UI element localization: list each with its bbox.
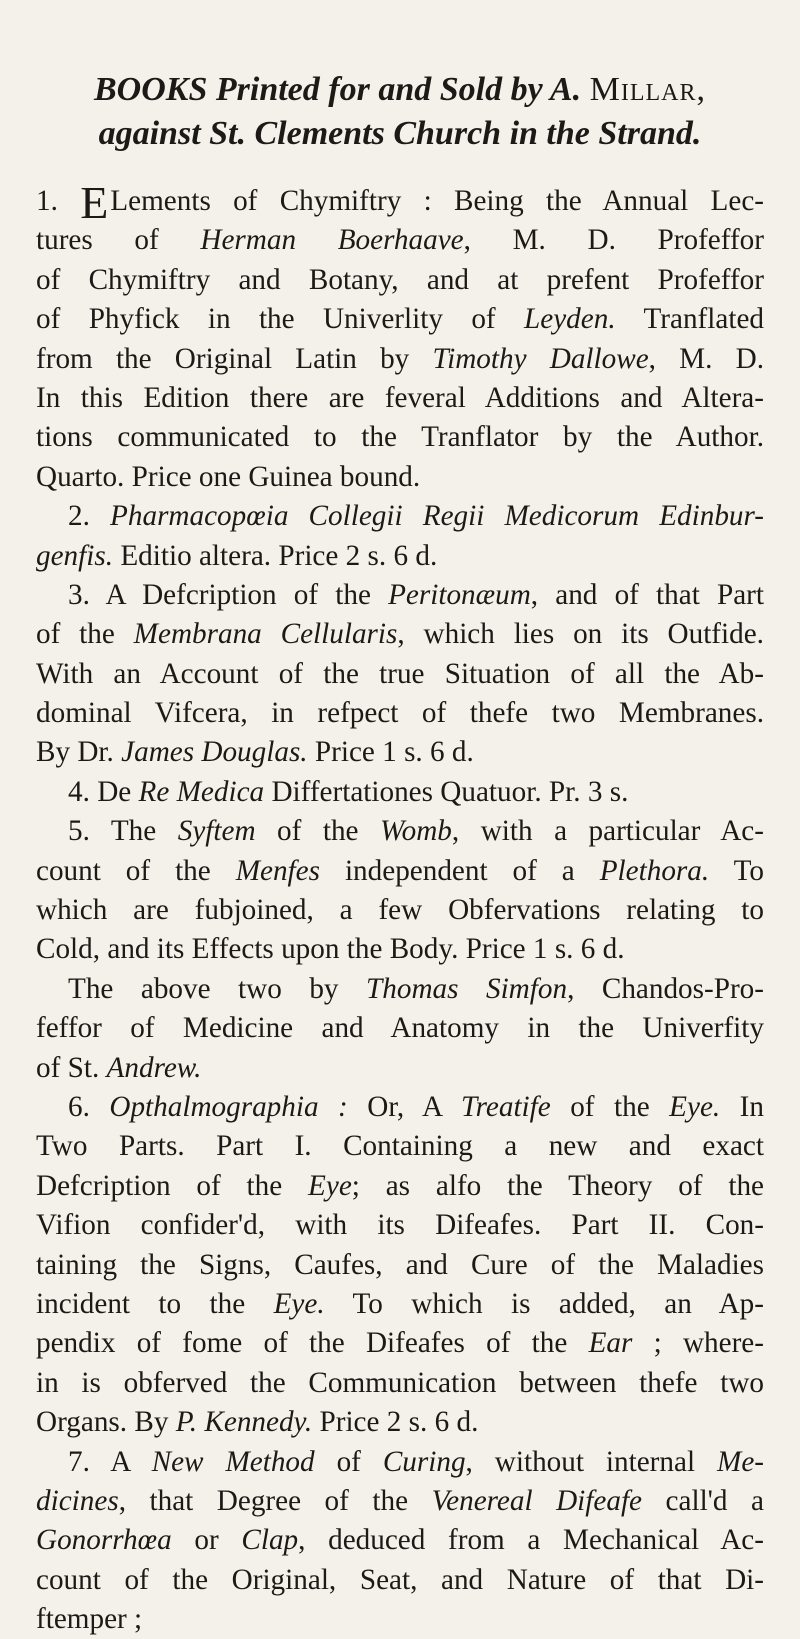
text-line: [36, 458, 764, 497]
text-line: [36, 970, 764, 1009]
italic-run: genfis.: [36, 540, 113, 572]
text-run: or: [172, 1524, 242, 1556]
text-run: of Chymiftry and Botany, and at prefent Profeffor: [36, 264, 764, 296]
text-run: In: [720, 1091, 764, 1123]
text-line: [36, 852, 764, 891]
italic-run: James Douglas.: [121, 736, 307, 768]
book-entry: [36, 497, 764, 576]
book-entry: [36, 773, 764, 812]
text-run: independent of a: [320, 855, 600, 887]
text-run: , deduced from a Mechanical Ac-: [298, 1524, 764, 1556]
text-line: [36, 497, 764, 536]
text-line: [36, 1600, 764, 1639]
italic-run: Menfes: [236, 855, 320, 887]
italic-run: Timothy Dallowe: [432, 343, 648, 375]
text-run: In this Edition there are feveral Additions and Altera-: [36, 382, 764, 414]
text-line: [36, 655, 764, 694]
text-line: [36, 891, 764, 930]
text-line: [36, 418, 764, 457]
italic-run: Opthalmographia :: [109, 1091, 347, 1123]
text-run: Price 1 s. 6 d.: [308, 736, 474, 768]
text-run: Vifion confider'd, with its Difeafes. Part II. Con-: [36, 1209, 764, 1241]
italic-run: P. Kennedy.: [176, 1406, 312, 1438]
book-list: [36, 182, 764, 1639]
text-run: Differtationes Quatuor. Pr. 3 s.: [264, 776, 628, 808]
italic-run: Ear: [589, 1327, 633, 1359]
text-run: of: [315, 1446, 383, 1478]
text-run: ; as alfo the Theory of the: [352, 1170, 764, 1202]
text-run: 6.: [68, 1091, 109, 1123]
italic-run: Re Medica: [139, 776, 265, 808]
text-run: Tranflated: [616, 303, 764, 335]
text-line: [36, 576, 764, 615]
text-line: [36, 1324, 764, 1363]
text-run: Price 2 s. 6 d.: [312, 1406, 478, 1438]
text-line: [36, 1246, 764, 1285]
text-run: tures of: [36, 224, 200, 256]
text-line: [36, 1561, 764, 1600]
text-line: [36, 930, 764, 969]
italic-run: Venereal Difeafe: [432, 1485, 642, 1517]
italic-run: Treatife: [461, 1091, 551, 1123]
text-run: feffor of Medicine and Anatomy in the Univerfity: [36, 1012, 764, 1044]
text-run: pendix of fome of the Difeafes of the: [36, 1327, 589, 1359]
text-run: from the Original Latin by: [36, 343, 432, 375]
text-run: , M. D.: [649, 343, 764, 375]
text-line: [36, 615, 764, 654]
text-run: Lements of Chymiftry : Being the Annual Lec-: [110, 185, 764, 217]
book-entry: [36, 182, 764, 497]
text-run: ; where-: [632, 1327, 764, 1359]
text-line: [36, 812, 764, 851]
page-heading: [36, 68, 764, 156]
text-run: With an Account of the true Situation of all the Ab-: [36, 658, 764, 690]
drop-cap: E: [80, 182, 108, 221]
text-line: [36, 182, 764, 221]
heading-publisher: Millar,: [590, 71, 706, 108]
text-line: [36, 1285, 764, 1324]
book-entry: [36, 970, 764, 1088]
text-line: [36, 221, 764, 260]
italic-run: New Method: [152, 1446, 315, 1478]
text-run: 4. De: [68, 776, 139, 808]
text-line: [36, 537, 764, 576]
text-line: [36, 300, 764, 339]
italic-run: Pharmacopœia Collegii Regii Medicorum Edinbur-: [110, 500, 764, 532]
text-line: [36, 1364, 764, 1403]
text-line: [36, 694, 764, 733]
text-line: [36, 1127, 764, 1166]
heading-books-printed: BOOKS Printed for and Sold by A.: [94, 71, 590, 108]
italic-run: Eye: [308, 1170, 352, 1202]
italic-run: Syftem: [178, 815, 256, 847]
text-line: [36, 340, 764, 379]
text-line: [36, 1009, 764, 1048]
text-line: [36, 1167, 764, 1206]
italic-run: Curing: [383, 1446, 466, 1478]
text-run: in is obferved the Communication between thefe two: [36, 1367, 764, 1399]
text-run: To which is added, an Ap-: [325, 1288, 764, 1320]
text-line: [36, 1482, 764, 1521]
italic-run: Eye.: [274, 1288, 325, 1320]
heading-line-2: against St. Clements Church in the Strand.: [99, 115, 702, 152]
italic-run: Plethora.: [600, 855, 709, 887]
italic-run: Herman Boerhaave: [200, 224, 463, 256]
text-run: count of the Original, Seat, and Nature of that Di-: [36, 1564, 764, 1596]
text-run: dominal Vifcera, in refpect of thefe two Membranes.: [36, 697, 764, 729]
text-run: , that Degree of the: [119, 1485, 432, 1517]
text-run: of the: [256, 815, 380, 847]
text-run: The above two by: [68, 973, 366, 1005]
text-run: incident to the: [36, 1288, 274, 1320]
text-line: [36, 1403, 764, 1442]
book-entry: [36, 576, 764, 773]
text-run: which are fubjoined, a few Obfervations relating to: [36, 894, 764, 926]
text-run: of St.: [36, 1052, 107, 1084]
text-run: , M. D. Profeffor: [464, 224, 764, 256]
text-run: Editio altera. Price 2 s. 6 d.: [113, 540, 437, 572]
italic-run: Gonorrhœa: [36, 1524, 172, 1556]
text-run: , without internal: [466, 1446, 717, 1478]
text-run: , which lies on its Outfide.: [397, 618, 764, 650]
text-run: of Phyfick in the Univerlity of: [36, 303, 524, 335]
italic-run: Clap: [241, 1524, 298, 1556]
text-run: , Chandos-Pro-: [567, 973, 764, 1005]
italic-run: Womb: [380, 815, 452, 847]
text-run: To: [709, 855, 764, 887]
text-run: call'd a: [642, 1485, 764, 1517]
text-run: Or, A: [348, 1091, 461, 1123]
text-run: of the: [36, 618, 134, 650]
text-line: [36, 1088, 764, 1127]
text-run: 2.: [68, 500, 110, 532]
text-run: 1.: [36, 185, 80, 217]
italic-run: Me-: [717, 1446, 764, 1478]
text-line: [36, 1206, 764, 1245]
heading-line-1: [94, 71, 706, 108]
text-run: 3. A Defcription of the: [68, 579, 388, 611]
text-line: [36, 1443, 764, 1482]
text-line: [36, 1521, 764, 1560]
text-run: Two Parts. Part I. Containing a new and exact: [36, 1130, 764, 1162]
text-run: taining the Signs, Caufes, and Cure of the Maladies: [36, 1249, 764, 1281]
text-run: ftemper ;: [36, 1603, 142, 1635]
italic-run: Eye.: [669, 1091, 720, 1123]
italic-run: Leyden.: [524, 303, 616, 335]
text-run: Organs. By: [36, 1406, 176, 1438]
text-run: of the: [551, 1091, 669, 1123]
text-line: [36, 1049, 764, 1088]
text-run: count of the: [36, 855, 236, 887]
text-run: Defcription of the: [36, 1170, 308, 1202]
text-run: , and of that Part: [531, 579, 764, 611]
italic-run: dicines: [36, 1485, 119, 1517]
text-run: 7. A: [68, 1446, 152, 1478]
text-run: 5. The: [68, 815, 178, 847]
italic-run: Membrana Cellularis: [134, 618, 398, 650]
italic-run: Thomas Simfon: [366, 973, 567, 1005]
text-run: , with a particular Ac-: [452, 815, 764, 847]
book-entry: [36, 812, 764, 970]
text-line: [36, 379, 764, 418]
book-entry: [36, 1088, 764, 1443]
italic-run: Peritonæum: [388, 579, 531, 611]
text-run: tions communicated to the Tranflator by the Author.: [36, 421, 764, 453]
text-line: [36, 773, 764, 812]
text-run: By Dr.: [36, 736, 121, 768]
book-entry: [36, 1443, 764, 1639]
text-line: [36, 261, 764, 300]
text-run: Quarto. Price one Guinea bound.: [36, 461, 420, 493]
text-run: Cold, and its Effects upon the Body. Price 1 s. 6 d.: [36, 933, 625, 965]
italic-run: Andrew.: [107, 1052, 202, 1084]
text-line: [36, 733, 764, 772]
